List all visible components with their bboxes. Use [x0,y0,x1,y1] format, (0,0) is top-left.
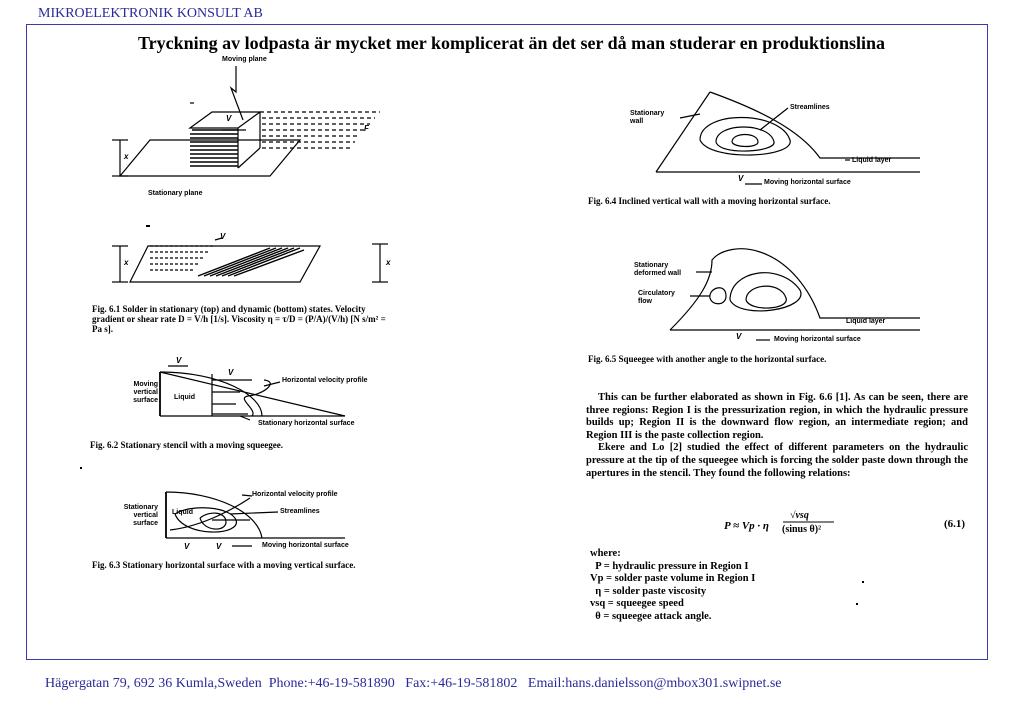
fig-6-4-stationary-label [630,110,664,126]
fig-6-5-diagram [670,249,920,340]
fig-6-2-caption [90,440,430,450]
fig-6-2-v-label: V [176,356,182,365]
fig-6-3-diagram [166,492,345,546]
fig-6-4-caption [588,196,948,206]
fig-6-2-moving-label [128,381,158,405]
fig-6-5-flow-word: flow [638,298,652,305]
fig-6-3-v-label-2: V [216,542,222,551]
fig-6-5-liquid-label: Liquid layer [846,318,886,325]
fig-6-1-v-label-bottom: V [220,232,226,241]
equation-number: (6.1) [944,518,966,530]
fig-6-1-x-label-bottom-right: x [386,258,391,267]
footer-contact: Hägergatan 79, 692 36 Kumla,Sweden Phone:+46-19-581890 Fax:+46-19-581802 Email:hans.danielsson@mbox301.swipnet.se [45,676,782,691]
fig-6-5-stationary-label [634,262,681,278]
where-label: where: [590,548,621,559]
fig-6-3-caption-num: Fig. 6.3 [92,560,121,570]
fig-6-3-caption-text: Stationary horizontal surface with a moving vertical surface. [122,560,356,570]
fig-6-4-liquid-label: Liquid layer [852,157,892,164]
definitions-list [590,548,755,624]
fig-6-5-v-label: V [736,332,742,341]
equation-numerator: √vsq [790,510,809,521]
fig-6-4-wall-word: wall [630,118,644,125]
definition-item: Vp = solder paste volume in Region I [590,573,756,585]
fig-6-1-bottom-diagram [112,226,391,282]
fig-6-4-caption-num: Fig. 6.4 [588,196,617,206]
page-title: Tryckning av lodpasta är mycket mer komplicerat än det ser då man studerar en produktionslina [137,33,886,53]
fig-6-2-caption-text: Stationary stencil with a moving squeegee. [120,440,283,450]
fig-6-5-moving-label: Moving horizontal surface [774,336,861,343]
fig-6-5-deformed-word: deformed wall [634,270,682,277]
fig-6-3-profile-label: Horizontal velocity profile [252,491,338,498]
definition-item: vsq = squeegee speed [590,598,684,610]
fig-6-1-f-label: F [364,124,369,133]
fig-6-2-liquid-label: Liquid [174,394,195,401]
fig-6-2-vertical-word: vertical [133,389,158,396]
fig-6-3-v-label: V [184,542,190,551]
body-text [586,392,968,480]
definition-item: η = solder paste viscosity [590,585,707,597]
fig-6-5-circulatory-label [638,290,675,306]
equation-lhs: P ≈ Vp · η [724,520,769,532]
fig-6-4-moving-label: Moving horizontal surface [764,179,851,186]
fig-6-1-x-label: x [124,152,129,161]
fig-6-2-caption-num: Fig. 6.2 [90,440,119,450]
fig-6-2-profile-label: Horizontal velocity profile [282,377,368,384]
fig-6-1-caption-l3: Pa s]. [92,324,113,334]
definition-item: P = hydraulic pressure in Region I [590,560,749,572]
fig-6-1-caption-l1: Solder in stationary (top) and dynamic (bottom) states. Velocity [122,304,366,314]
fig-6-5-circulatory-word: Circulatory [638,290,675,297]
fig-6-4-diagram [656,92,920,184]
fig-6-2-v-label-2: V [228,368,234,377]
fig-6-4-stationary-word: Stationary [630,110,665,117]
paragraph-1: This can be further elaborated as shown in Fig. 6.6 [1]. As can be seen, there are three regions: Region I is the pressurization region, in which the hydraulic pressure builds up; Region II is the downward flow region, an intermediate region; and Region III is the paste collection region. [586,392,968,441]
fig-6-1-caption-num: Fig. 6.1 [92,304,121,314]
fig-6-5-caption-text: Squeegee with another angle to the horizontal surface. [618,354,827,364]
fig-6-5-caption-num: Fig. 6.5 [588,354,617,364]
fig-6-2-surface-word: surface [133,397,158,404]
fig-6-1-top-diagram [112,66,380,176]
fig-6-4-caption-text: Inclined vertical wall with a moving horizontal surface. [618,196,831,206]
fig-6-1-caption [92,304,432,334]
fig-6-1-moving-plane-label: Moving plane [222,56,267,63]
definition-item: θ = squeegee attack angle. [590,610,712,622]
fig-6-5-caption [588,354,948,364]
fig-6-2-stationary-label: Stationary horizontal surface [258,420,355,427]
fig-6-3-moving-label: Moving horizontal surface [262,542,349,549]
equation-denominator: (sinus θ)² [782,524,822,535]
fig-6-5-stationary-word: Stationary [634,262,669,269]
fig-6-1-stationary-plane-label: Stationary plane [148,190,203,197]
fig-6-4-streamlines-label: Streamlines [790,104,830,111]
paragraph-2: Ekere and Lo [2] studied the effect of different parameters on the hydraulic pressure at the tip of the squeegee which is forcing the solder paste down through the apertures in the stencil. They found the following relations: [586,442,968,479]
fig-6-3-stationary-label [118,504,158,528]
fig-6-3-stationary-word: Stationary [123,504,158,511]
fig-6-1-x-label-bottom-left: x [124,258,129,267]
fig-6-3-streamlines-label: Streamlines [280,508,320,515]
company-name: MIKROELEKTRONIK KONSULT AB [38,6,263,21]
fig-6-1-v-label: V [226,114,232,123]
fig-6-3-liquid-label: Liquid [172,509,193,516]
fig-6-3-caption [92,560,432,570]
fig-6-3-vertical-word: vertical [133,512,158,519]
fig-6-4-v-label: V [738,174,744,183]
fig-6-2-moving-word: Moving [133,381,158,388]
fig-6-3-surface-word: surface [133,520,158,527]
fig-6-1-caption-l2: gradient or shear rate D = V/h [1/s]. Viscosity η = τ/D = (P/A)/(V/h) [N s/m² = [92,314,386,324]
